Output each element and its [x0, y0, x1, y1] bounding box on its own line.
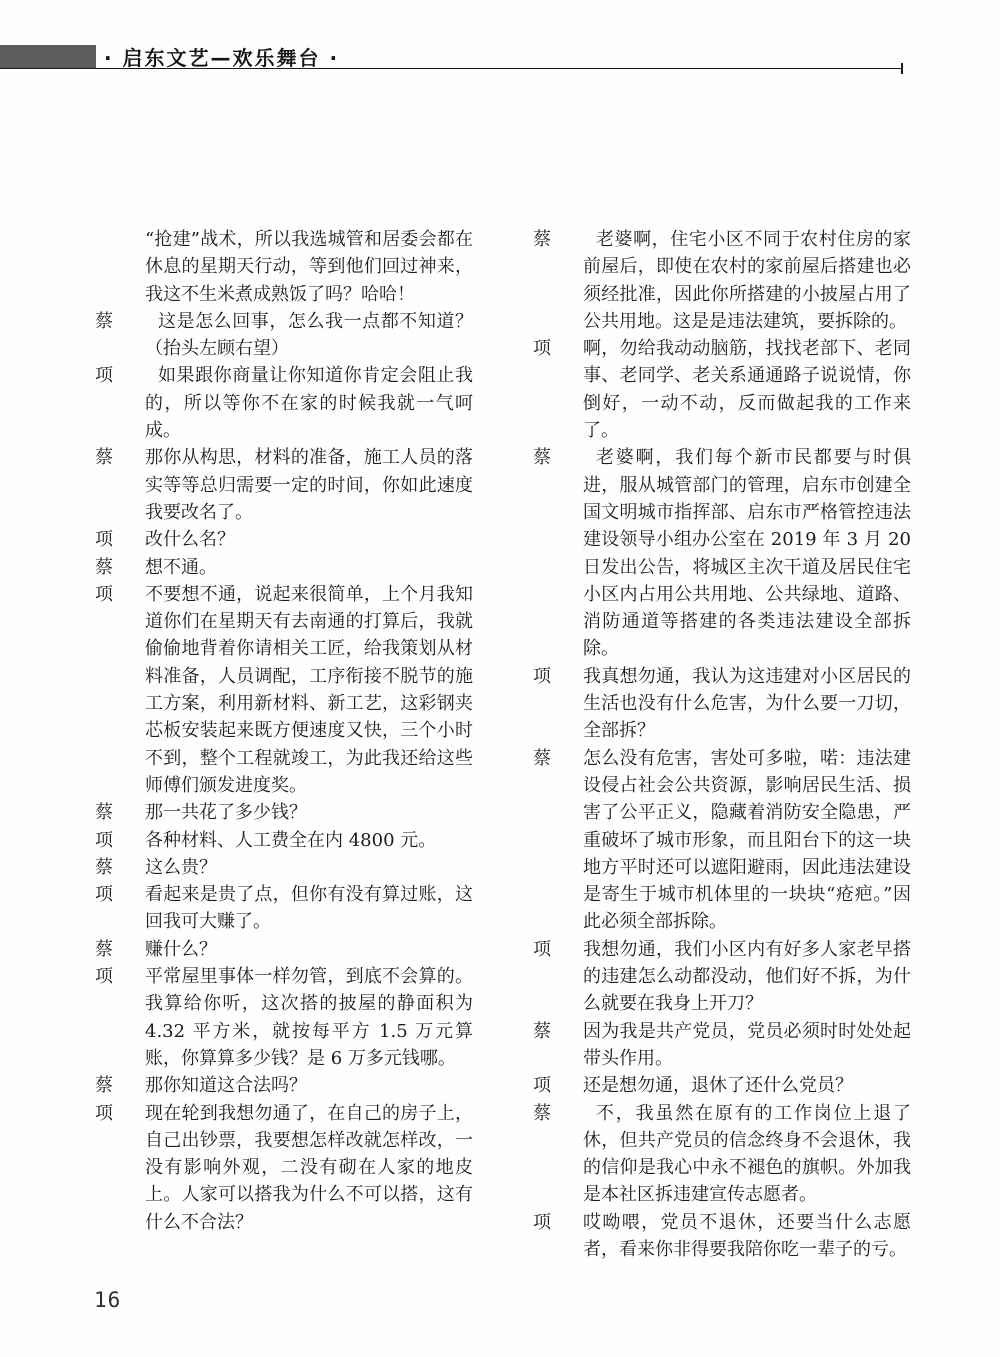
speech-text: 哎呦喂，党员不退休，还要当什么志愿者，看来你非得要我陪你吃一辈子的亏。: [583, 1211, 911, 1260]
dialogue-entry: [533, 1072, 911, 1099]
speech-text: 那一共花了多少钱？: [145, 802, 307, 824]
speech-text: 那你知道这合法吗？: [145, 1075, 307, 1097]
speaker-label: 项: [95, 1102, 113, 1124]
speech-text: 怎么没有危害，害处可多啦，喏：违法建设侵占社会公共资源，影响居民生活、损害了公平正义，隐藏着消防安全隐患，严重破坏了城市形象，而且阳台下的这一块地方平时还可以遮阳避雨，因此违法建设是寄生于城市机体里的一块块“疮疤。”因此必须全部拆除。: [583, 747, 911, 933]
speaker-label: 项: [533, 338, 551, 360]
header-rule: [0, 68, 903, 69]
speech-text: 如果跟你商量让你知道你肯定会阻止我的，所以等你不在家的时候我就一气呵成。: [145, 365, 473, 442]
speaker-label: 蔡: [533, 229, 551, 250]
dialogue-entry: [95, 1072, 473, 1099]
dialogue-entry: [95, 881, 473, 936]
speaker-label: 项: [95, 966, 113, 988]
speaker-label: 蔡: [533, 1020, 551, 1042]
speaker-label: 项: [95, 365, 113, 387]
speaker-label: 蔡: [95, 310, 113, 332]
header-corner-block: [0, 45, 96, 69]
dialogue-column-right: [533, 226, 911, 1263]
dialogue-entry: [533, 1018, 911, 1073]
page-number: 16: [94, 1288, 122, 1312]
dialogue-entry: [95, 1100, 473, 1236]
speaker-label: 蔡: [95, 938, 113, 960]
dialogue-entry: [95, 963, 473, 1072]
speech-text: 还是想勿通，退休了还什么党员？: [583, 1075, 853, 1097]
speech-text: 改什么名？: [145, 529, 235, 551]
dialogue-entry: [95, 581, 473, 799]
speaker-label: 蔡: [95, 447, 113, 469]
speaker-label: 蔡: [533, 747, 551, 769]
speech-text: 这么贵？: [145, 856, 217, 878]
speech-text: 啊，勿给我动动脑筋，找找老部下、老同事、老同学、老关系通通路子说说情，你倒好，一动不动，反而做起我的工作来了。: [583, 338, 911, 442]
dialogue-entry: [95, 362, 473, 444]
speech-text: 这是怎么回事，怎么我一点都不知道？（抬头左顾右望）: [145, 310, 473, 360]
dialogue-entry: [95, 526, 473, 553]
speech-text: 现在轮到我想勿通了，在自己的房子上，自己出钞票，我要想怎样改就怎样改，一没有影响外观，二没有砌在人家的地皮上。人家可以搭我为什么不可以搭，这有什么不合法？: [145, 1102, 473, 1233]
dialogue-entry: [95, 444, 473, 526]
dialogue-entry: [533, 1209, 911, 1264]
dialogue-entry: [533, 335, 911, 444]
speaker-label: 项: [533, 938, 551, 960]
speech-text: 老婆啊，住宅小区不同于农村住房的家前屋后，即使在农村的家前屋后搭建也必须经批准，因此你所搭建的小披屋占用了公共用地。这是是违法建筑，要拆除的。: [583, 229, 911, 332]
speaker-label: 项: [95, 529, 113, 551]
speaker-label: 蔡: [95, 556, 113, 578]
dialogue-entry: [533, 226, 911, 335]
speaker-label: 蔡: [95, 1075, 113, 1097]
speaker-label: 蔡: [95, 856, 113, 878]
speaker-label: 蔡: [533, 447, 551, 469]
dialogue-entry: [95, 308, 473, 363]
speech-text: 我想勿通，我们小区内有好多人家老早搭的违建怎么动都没动，他们好不拆，为什么就要在我身上开刀？: [583, 938, 911, 1015]
header-rule-end-tick: [901, 63, 903, 74]
speaker-label: 项: [533, 665, 551, 687]
speech-text: 不要想不通，说起来很简单，上个月我知道你们在星期天有去南通的打算后，我就偷偷地背着你请相关工匠，给我策划从材料准备，人员调配，工序衔接不脱节的施工方案，利用新材料、新工艺，这彩钢夹芯板安装起来既方便速度又快，三个小时不到，整个工程就竣工，为此我还给这些师傅们颁发进度奖。: [145, 583, 473, 796]
speech-text: 老婆啊，我们每个新市民都要与时俱进，服从城管部门的管理，启东市创建全国文明城市指挥部、启东市严格管控违法建设领导小组办公室在 2019 年 3 月 20 日发出公告，将城区主次干道及居民住宅小区内占用公共用地、公共绿地、道路、消防通道等搭建的各类违法建设全部拆除。: [583, 447, 911, 660]
speaker-label: 项: [95, 583, 113, 605]
speech-text: 因为我是共产党员，党员必须时时处处起带头作用。: [583, 1020, 911, 1069]
speech-text: 平常屋里事体一样勿管，到底不会算的。我算给你听，这次搭的披屋的静面积为 4.32 平方米，就按每平方 1.5 万元算账，你算算多少钱？是 6 万多元钱哪。: [145, 966, 473, 1069]
speech-text: 不，我虽然在原有的工作岗位上退了休，但共产党员的信念终身不会退休，我的信仰是我心中永不褪色的旗帜。外加我是本社区拆违建宣传志愿者。: [583, 1102, 911, 1206]
speaker-label: 蔡: [533, 1102, 551, 1124]
speaker-label: 项: [533, 1075, 551, 1097]
dialogue-entry: [533, 663, 911, 745]
dialogue-entry: [533, 745, 911, 936]
speech-text: 赚什么？: [145, 938, 217, 960]
dialogue-entry: [95, 827, 473, 854]
speech-text: 想不通。: [145, 556, 217, 578]
speech-text: 那你从构思，材料的准备，施工人员的落实等等总归需要一定的时间，你如此速度我要改名了。: [145, 447, 473, 523]
speaker-label: 项: [533, 1211, 551, 1233]
dialogue-entry: [95, 554, 473, 581]
dialogue-column-left: [95, 226, 473, 1236]
speech-text: 各种材料、人工费全在内 4800 元。: [145, 829, 437, 851]
dialogue-entry: [95, 936, 473, 963]
speech-text: “抢建”战术，所以我选城管和居委会都在休息的星期天行动，等到他们回过神来，我这不生米煮成熟饭了吗？哈哈！: [145, 229, 473, 305]
speaker-label: 项: [95, 884, 113, 906]
speaker-label: 项: [95, 829, 113, 851]
dialogue-entry: [533, 936, 911, 1018]
dialogue-entry: [95, 799, 473, 826]
speaker-label: 蔡: [95, 802, 113, 824]
page-header-title: · 启东文艺—欢乐舞台 ·: [104, 46, 340, 70]
dialogue-entry: [95, 854, 473, 881]
speech-text: 我真想勿通，我认为这违建对小区居民的生活也没有什么危害，为什么要一刀切，全部拆？: [583, 665, 911, 742]
dialogue-entry: [533, 444, 911, 662]
speech-text: 看起来是贵了点，但你有没有算过账，这回我可大赚了。: [145, 884, 473, 933]
dialogue-entry: [95, 226, 473, 308]
dialogue-entry: [533, 1100, 911, 1209]
